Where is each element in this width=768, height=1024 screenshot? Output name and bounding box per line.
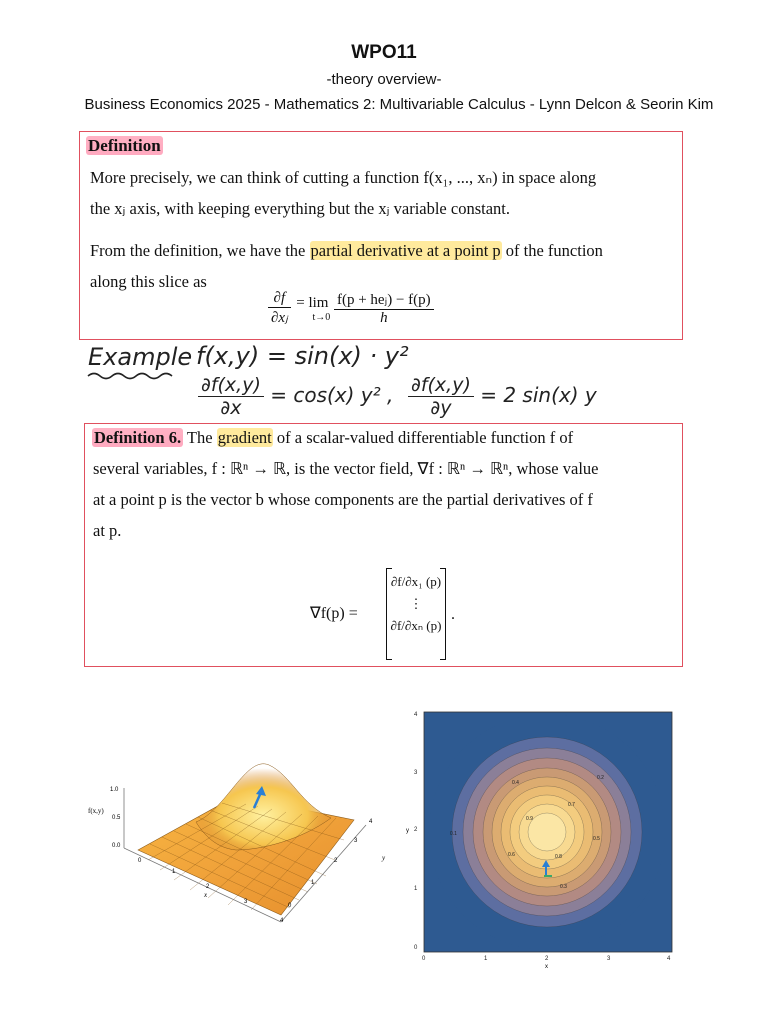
svg-text:4: 4 bbox=[667, 956, 671, 962]
contour-x-label: x bbox=[545, 964, 548, 970]
surface-plot bbox=[86, 700, 406, 980]
example-dfdx: $\frac{\partial f(x,y)}{\partial x}$ = cos(x) y² , bbox=[198, 374, 393, 419]
y-axis-label: y bbox=[382, 854, 386, 862]
definition-6-heading: Definition 6. bbox=[94, 428, 182, 447]
svg-text:4: 4 bbox=[414, 712, 418, 718]
definition-line-4: along this slice as bbox=[90, 272, 207, 291]
vector-bottom: ∂f/∂xₙ (p) bbox=[390, 618, 442, 633]
highlight-gradient: gradient bbox=[217, 428, 272, 447]
gradient-line-3: at a point p is the vector b whose components are the partial derivatives of f bbox=[93, 490, 593, 509]
svg-text:3: 3 bbox=[354, 838, 358, 844]
svg-text:0: 0 bbox=[288, 903, 292, 909]
svg-text:0.3: 0.3 bbox=[560, 884, 567, 890]
svg-text:0: 0 bbox=[422, 956, 426, 962]
vector-top: ∂f/∂x₁ (p) bbox=[390, 574, 442, 589]
svg-text:1: 1 bbox=[414, 886, 418, 892]
gradient-line-4: at p. bbox=[93, 521, 122, 540]
definition-heading: Definition bbox=[88, 136, 161, 155]
page-title: WPO11 bbox=[351, 42, 417, 63]
gradient-line-1: Definition 6. The gradient of a scalar-valued differentiable function f of bbox=[94, 428, 574, 447]
svg-text:2: 2 bbox=[545, 956, 549, 962]
svg-text:0.5: 0.5 bbox=[593, 836, 600, 842]
example-dfdy: $\frac{\partial f(x,y)}{\partial y}$ = 2 sin(x) y bbox=[408, 374, 597, 419]
course-line: Business Economics 2025 - Mathematics 2: Multivariable Calculus - Lynn Delcon & Seorin Kim bbox=[84, 96, 714, 113]
contour-plot bbox=[404, 704, 684, 976]
svg-text:3: 3 bbox=[607, 956, 611, 962]
svg-text:1: 1 bbox=[311, 880, 315, 886]
definition-line-1: More precisely, we can think of cutting a function f(x₁, ..., xₙ) in space along bbox=[90, 168, 597, 187]
svg-text:0.2: 0.2 bbox=[597, 775, 604, 781]
svg-text:3: 3 bbox=[414, 770, 418, 776]
x-axis-label: x bbox=[204, 891, 208, 899]
svg-text:0.7: 0.7 bbox=[568, 802, 575, 808]
svg-text:2: 2 bbox=[334, 858, 338, 864]
example-function: f(x,y) = sin(x) · y² bbox=[196, 342, 409, 370]
z-axis-label: f(x,y) bbox=[88, 807, 104, 815]
svg-text:4: 4 bbox=[369, 819, 373, 825]
svg-text:0.0: 0.0 bbox=[112, 843, 121, 849]
example-label: Example bbox=[88, 343, 193, 371]
svg-text:0.1: 0.1 bbox=[450, 831, 457, 837]
page-subtitle: -theory overview- bbox=[326, 71, 442, 88]
definition-line-3: From the definition, we have the partial derivative at a point p of the function bbox=[90, 241, 603, 260]
svg-text:0: 0 bbox=[414, 945, 418, 951]
svg-text:0.8: 0.8 bbox=[555, 854, 562, 860]
definition-line-2: the xⱼ axis, with keeping everything but the xⱼ variable constant. bbox=[90, 199, 510, 218]
svg-text:2: 2 bbox=[206, 884, 210, 890]
svg-text:2: 2 bbox=[414, 827, 418, 833]
svg-text:0: 0 bbox=[138, 858, 142, 864]
svg-text:0.4: 0.4 bbox=[512, 780, 519, 786]
gradient-formula-lhs: ∇f(p) = bbox=[310, 605, 358, 622]
partial-derivative-formula: $\frac{\partial f}{\text{∂xⱼ}}$ = lim t→0 $\frac{\text{f(p + heⱼ) − f(p)}}{h}$ bbox=[268, 290, 434, 327]
svg-text:1: 1 bbox=[172, 869, 176, 875]
svg-text:1.0: 1.0 bbox=[110, 787, 119, 793]
gradient-line-2: several variables, f : ℝⁿ → ℝ, is the vector field, ∇f : ℝⁿ → ℝⁿ, whose value bbox=[93, 459, 599, 478]
gradient-vector bbox=[386, 568, 446, 660]
contour-y-label: y bbox=[406, 828, 409, 834]
svg-text:0.5: 0.5 bbox=[112, 815, 121, 821]
svg-text:0.9: 0.9 bbox=[526, 816, 533, 822]
gradient-formula-period: . bbox=[451, 606, 455, 623]
svg-text:3: 3 bbox=[244, 899, 248, 905]
vector-dots: ⋮ bbox=[409, 596, 423, 611]
example-underline bbox=[86, 370, 176, 382]
highlight-partial-derivative: partial derivative at a point p bbox=[310, 241, 501, 260]
svg-text:0.6: 0.6 bbox=[508, 852, 515, 858]
svg-text:1: 1 bbox=[484, 956, 488, 962]
svg-text:4: 4 bbox=[280, 918, 284, 924]
